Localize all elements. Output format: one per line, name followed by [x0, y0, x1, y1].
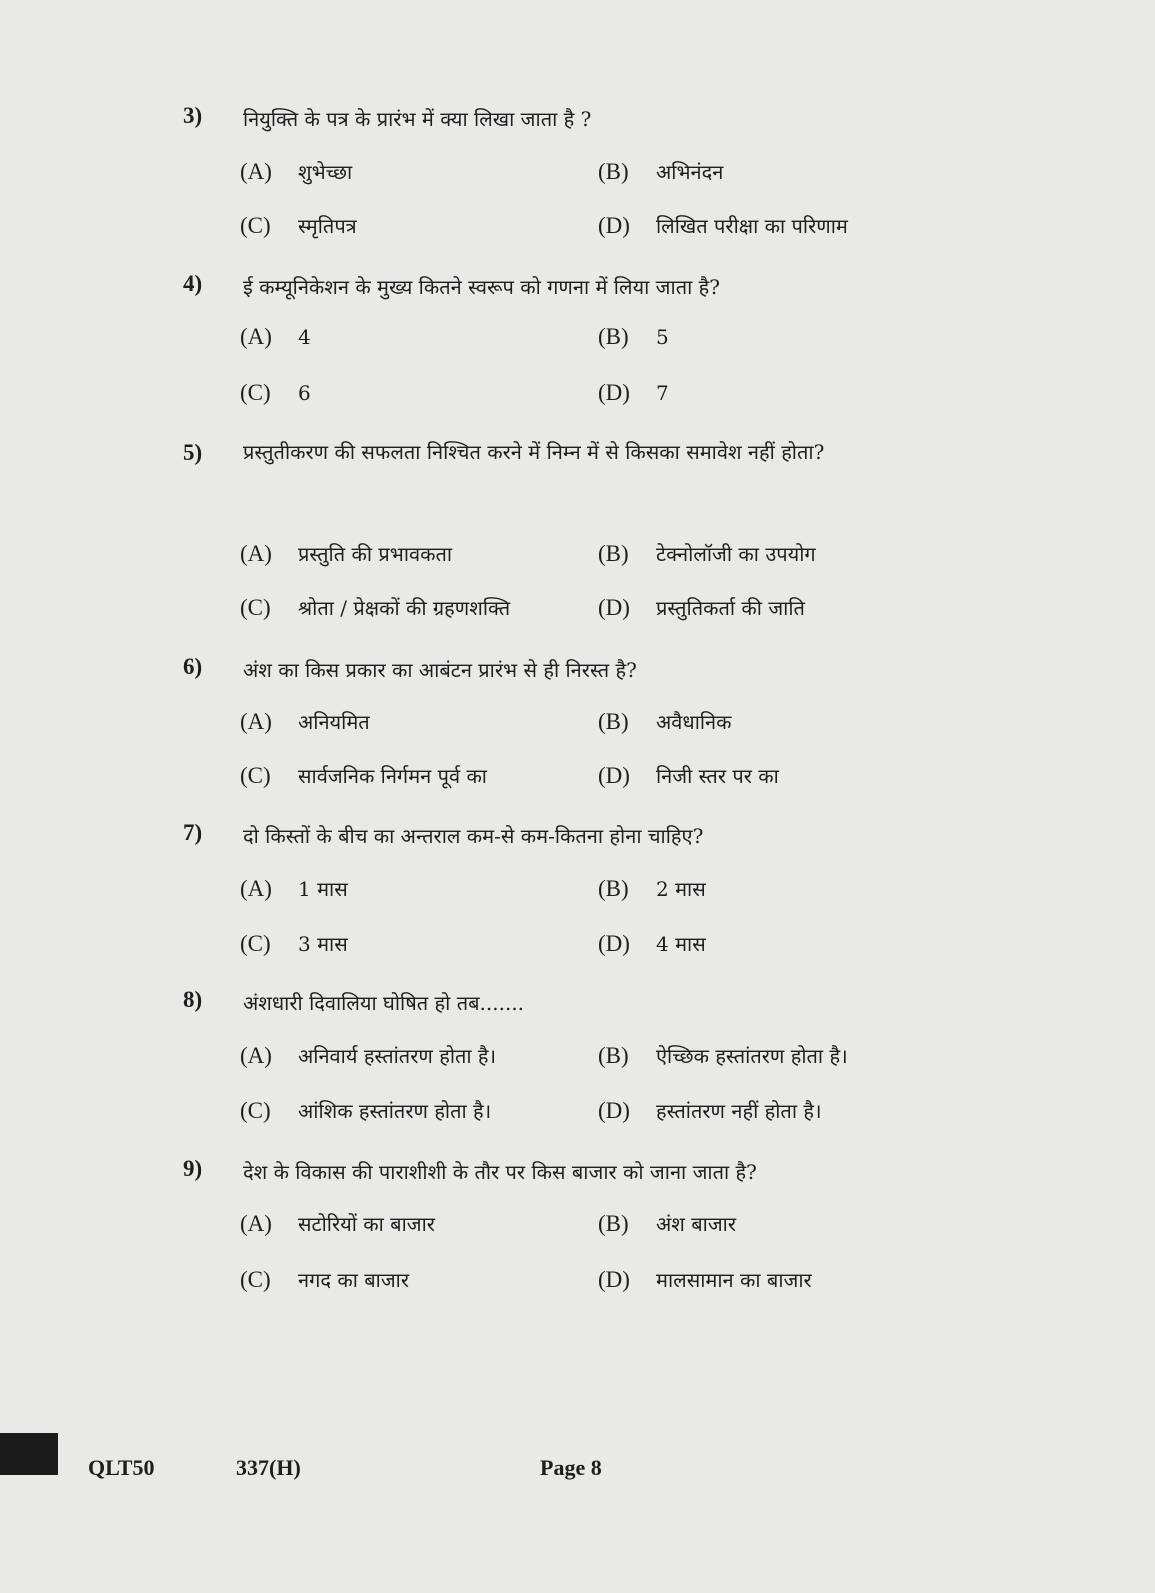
registration-mark: [0, 1433, 58, 1475]
question-text: ई कम्यूनिकेशन के मुख्य कितने स्वरूप को गणना में लिया जाता है?: [243, 275, 720, 299]
option-4c: (C) 6: [240, 380, 311, 405]
option-8b: (B) ऐच्छिक हस्तांतरण होता है।: [598, 1043, 848, 1068]
option-5c: (C) श्रोता / प्रेक्षकों की ग्रहणशक्ति: [240, 595, 511, 620]
option-8a: (A) अनिवार्य हस्तांतरण होता है।: [240, 1043, 497, 1068]
option-6c: (C) सार्वजनिक निर्गमन पूर्व का: [240, 763, 487, 788]
option-3a: (A) शुभेच्छा: [240, 159, 353, 184]
option-5b: (B) टेक्नोलॉजी का उपयोग: [598, 541, 816, 566]
option-8d: (D) हस्तांतरण नहीं होता है।: [598, 1098, 822, 1123]
option-7c: (C) 3 मास: [240, 931, 348, 956]
question-text: नियुक्ति के पत्र के प्रारंभ में क्या लिखा जाता है ?: [243, 107, 592, 131]
question-text: दो किस्तों के बीच का अन्तराल कम-से कम-कितना होना चाहिए?: [243, 824, 704, 848]
option-7b: (B) 2 मास: [598, 876, 706, 901]
option-9c: (C) नगद का बाजार: [240, 1267, 410, 1292]
option-4b: (B) 5: [598, 324, 669, 349]
option-6d: (D) निजी स्तर पर का: [598, 763, 779, 788]
question-text: अंश का किस प्रकार का आबंटन प्रारंभ से ही निरस्त है?: [243, 658, 637, 682]
question-number: 5): [183, 440, 203, 465]
option-4a: (A) 4: [240, 324, 311, 349]
option-8c: (C) आंशिक हस्तांतरण होता है।: [240, 1098, 492, 1123]
option-7a: (A) 1 मास: [240, 876, 348, 901]
question-number: 8): [183, 987, 203, 1012]
question-number: 4): [183, 271, 203, 296]
option-9b: (B) अंश बाजार: [598, 1211, 737, 1236]
question-number: 9): [183, 1156, 203, 1181]
option-3d: (D) लिखित परीक्षा का परिणाम: [598, 213, 848, 238]
question-number: 7): [183, 820, 203, 845]
option-9a: (A) सटोरियों का बाजार: [240, 1211, 435, 1236]
option-3c: (C) स्मृतिपत्र: [240, 213, 357, 238]
question-text: अंशधारी दिवालिया घोषित हो तब.......: [243, 991, 525, 1015]
option-4d: (D) 7: [598, 380, 669, 405]
question-number: 3): [183, 103, 203, 128]
option-3b: (B) अभिनंदन: [598, 159, 724, 184]
footer-code: QLT50: [88, 1455, 155, 1480]
footer-paper: 337(H): [236, 1455, 301, 1480]
question-text: देश के विकास की पाराशीशी के तौर पर किस बाजार को जाना जाता है?: [243, 1160, 757, 1184]
option-6a: (A) अनियमित: [240, 709, 370, 734]
footer-page: Page 8: [540, 1455, 602, 1480]
question-number: 6): [183, 654, 203, 679]
option-5a: (A) प्रस्तुति की प्रभावकता: [240, 541, 453, 566]
option-7d: (D) 4 मास: [598, 931, 706, 956]
question-text: प्रस्तुतीकरण की सफलता निश्चित करने में निम्न में से किसका समावेश नहीं होता?: [243, 440, 825, 464]
option-5d: (D) प्रस्तुतिकर्ता की जाति: [598, 595, 805, 620]
option-9d: (D) मालसामान का बाजार: [598, 1267, 812, 1292]
option-6b: (B) अवैधानिक: [598, 709, 732, 734]
